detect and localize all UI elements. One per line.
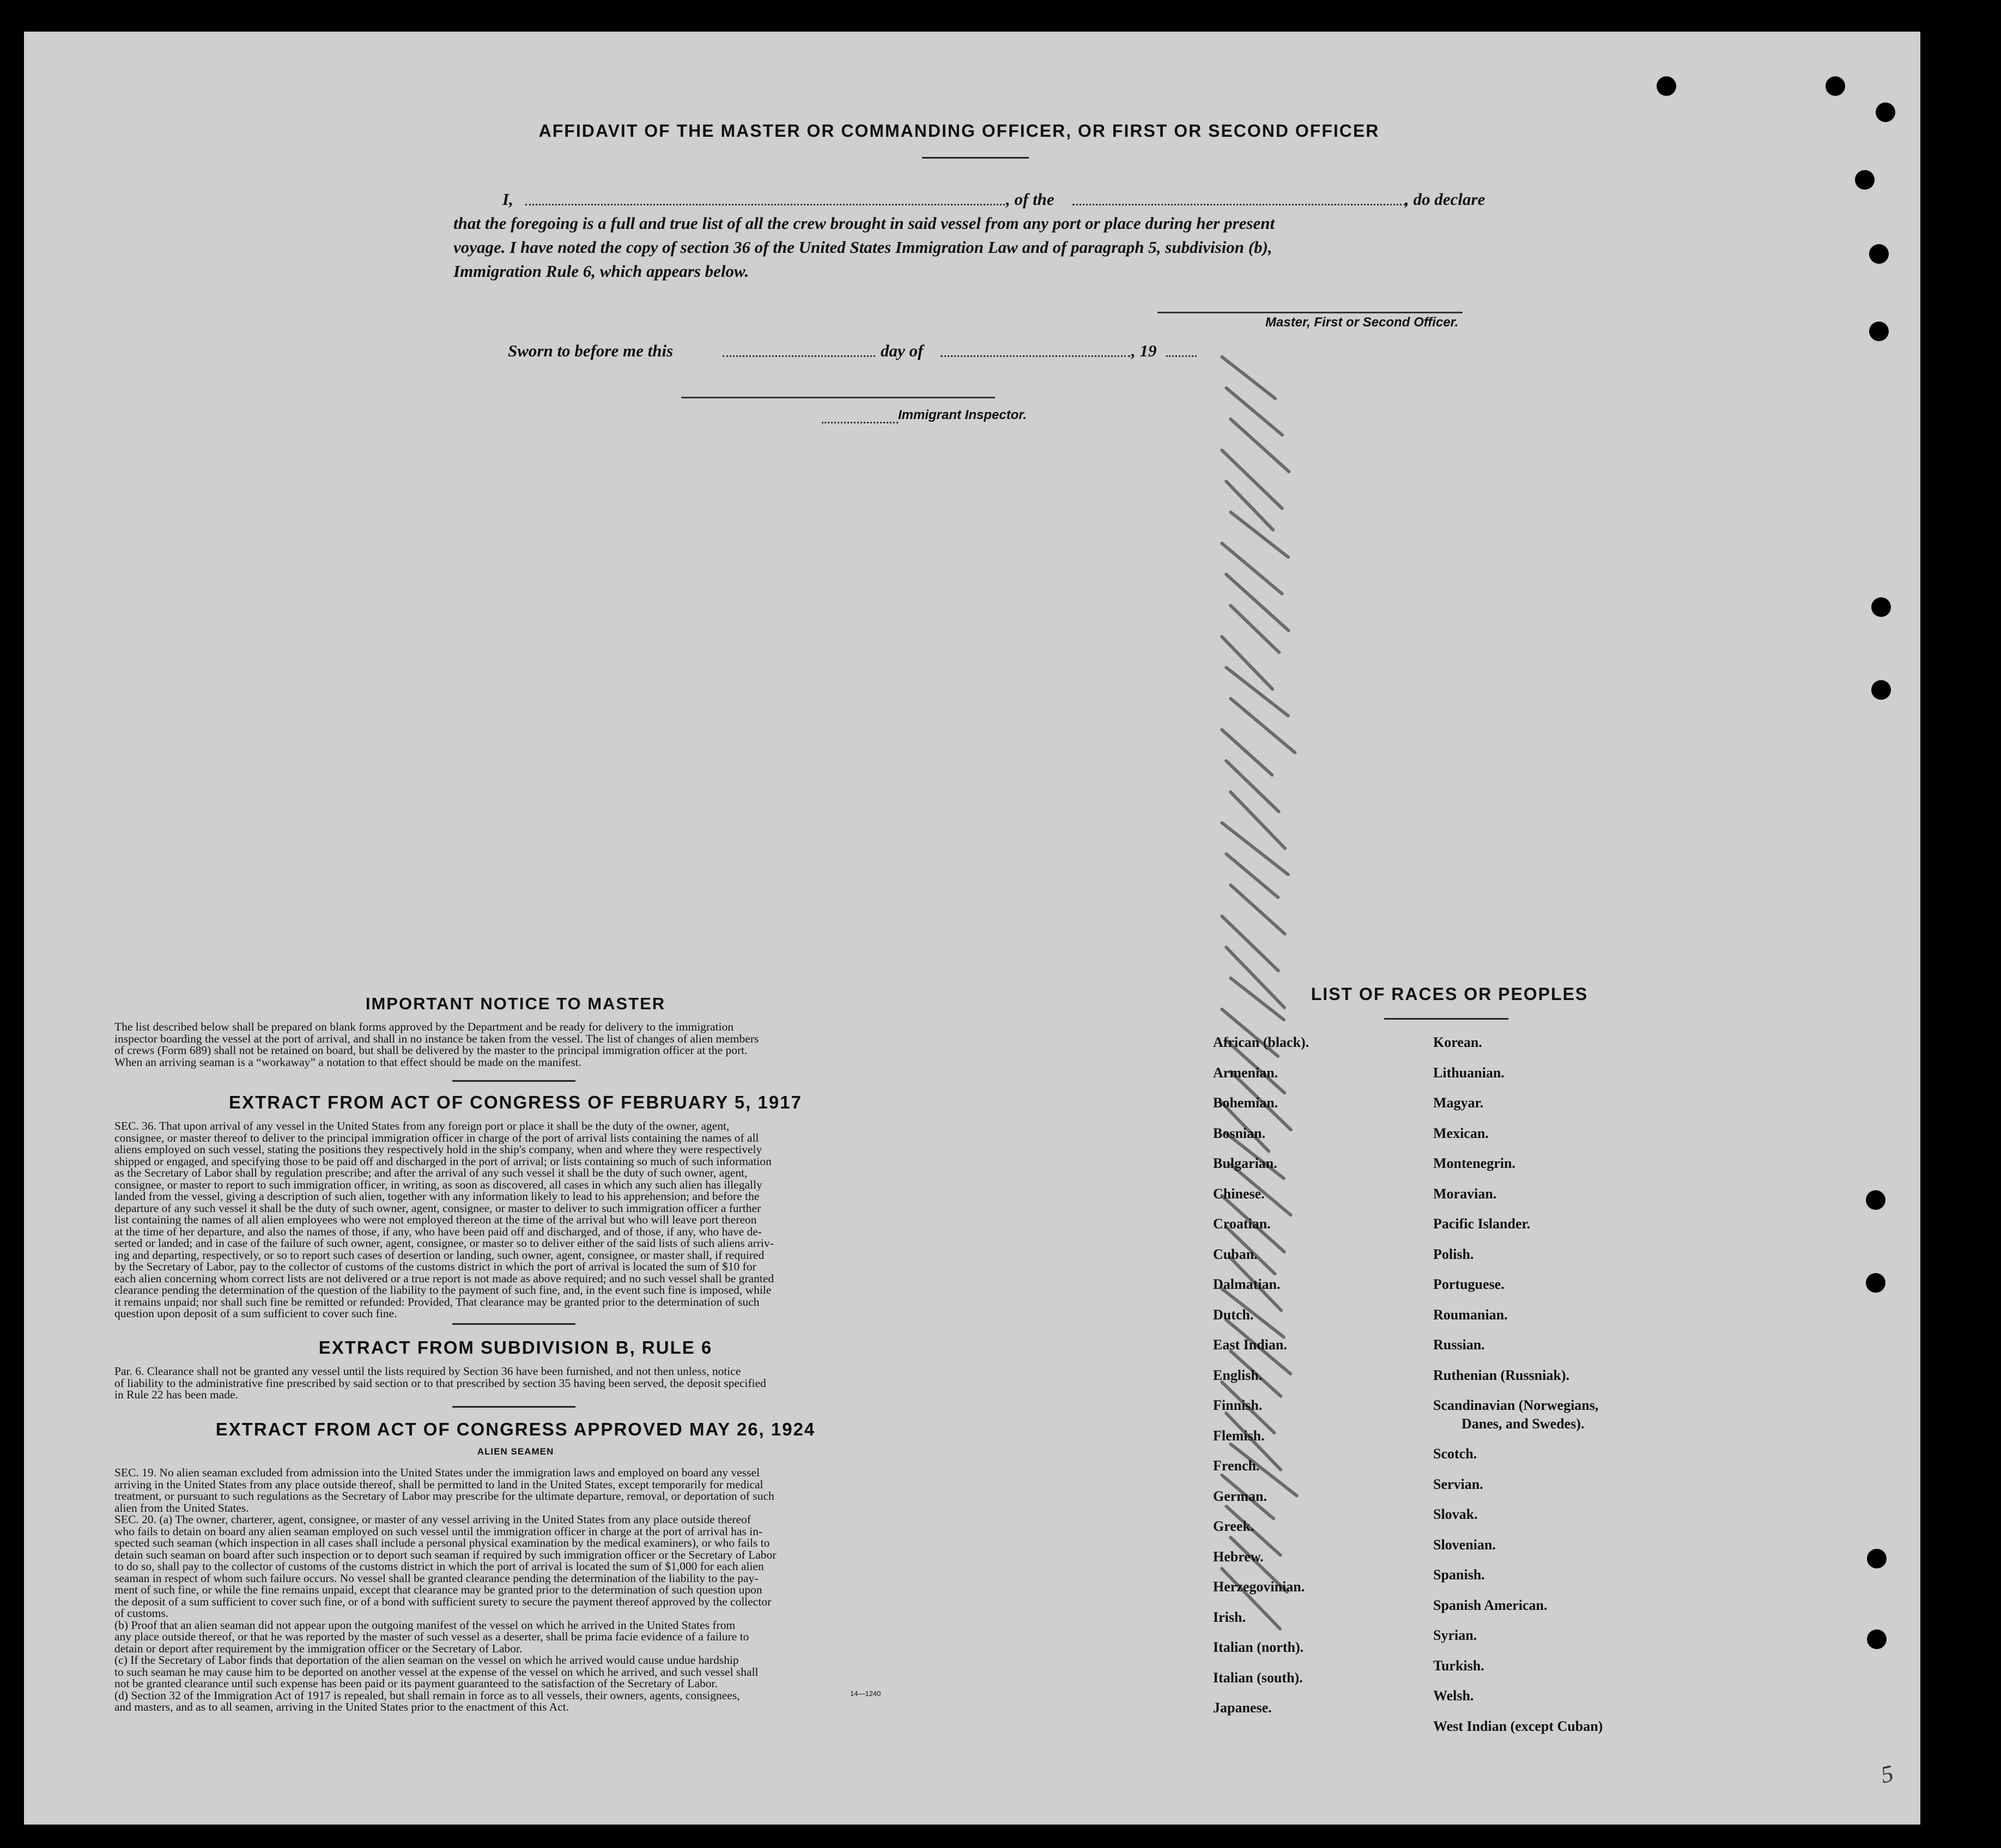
punch-hole (1869, 244, 1889, 264)
race-item: Irish. (1213, 1609, 1246, 1625)
notice-text (114, 1021, 920, 1068)
sworn-month-field[interactable] (941, 355, 1130, 357)
extract-1924-line: and masters, and as to all seamen, arriving in the United States prior to the enactment of this Act. (114, 1701, 569, 1713)
race-item: English. (1213, 1367, 1263, 1383)
affidavit-line-4: Immigration Rule 6, which appears below. (453, 262, 749, 281)
punch-hole (1867, 1549, 1887, 1568)
extract-1917-line: serted or landed; and in case of the failure of such owner, agent, consignee, or master so to deliver either of the said lists of such aliens arriv- (114, 1238, 774, 1250)
race-item: African (black). (1213, 1034, 1309, 1050)
extract-rule6-title: EXTRACT FROM SUBDIVISION B, RULE 6 (318, 1337, 713, 1358)
race-item: Pacific Islander. (1433, 1216, 1531, 1232)
race-item: Finnish. (1213, 1397, 1263, 1413)
race-item: West Indian (except Cuban) (1433, 1718, 1603, 1734)
race-item: Herzegovinian. (1213, 1579, 1305, 1595)
race-item: Slovak. (1433, 1506, 1478, 1522)
extract-1917-line: consignee, or master to report to such immigration officer, in writing, as soon as discovered, all cases in which any such alien has illegally (114, 1179, 762, 1191)
punch-hole (1871, 680, 1891, 700)
section-divider (452, 1406, 575, 1408)
race-item: Italian (south). (1213, 1669, 1303, 1686)
alien-seamen-subtitle: ALIEN SEAMEN (477, 1446, 554, 1457)
race-item: Servian. (1433, 1476, 1483, 1492)
race-item: Welsh. (1433, 1688, 1474, 1704)
extract-1924-line: detain such seaman on board after such inspection or to deport such seaman if required by such immigration officer or the Secretary of Labor (114, 1549, 777, 1561)
race-item: Japanese. (1213, 1700, 1272, 1716)
extract-rule6-line: in Rule 22 has been made. (114, 1389, 238, 1401)
extract-1924-line: not be granted clearance until such expense has been paid or its payment guaranteed to the satisfaction of the Secretary of Labor. (114, 1678, 718, 1690)
extract-rule6-line: Par. 6. Clearance shall not be granted any vessel until the lists required by Section 36 have been furnished, and not then unless, notice (114, 1366, 741, 1378)
extract-1917-line: by the Secretary of Labor, pay to the collector of customs of the customs district in which the port of arrival is located the sum of $10 for (114, 1261, 756, 1273)
declare-label: , do declare (1405, 190, 1485, 209)
race-item: Dalmatian. (1213, 1276, 1281, 1292)
race-item: Chinese. (1213, 1185, 1265, 1202)
extract-1924-line: of customs. (114, 1608, 169, 1620)
race-item: Danes, and Swedes). (1462, 1415, 1585, 1432)
affidavit-title: AFFIDAVIT OF THE MASTER OR COMMANDING OFFICER, OR FIRST OR SECOND OFFICER (538, 121, 1380, 141)
extract-1924-text (114, 1467, 920, 1713)
notice-line: The list described below shall be prepared on blank forms approved by the Department and be ready for delivery to the immigration (114, 1020, 734, 1033)
extract-1917-line: list containing the names of all alien employees who were not employed thereon at the time of the arrival but who will leave port thereon (114, 1214, 757, 1226)
race-item: Ruthenian (Russniak). (1433, 1367, 1569, 1383)
notice-title: IMPORTANT NOTICE TO MASTER (365, 994, 666, 1013)
extract-1924-line: (c) If the Secretary of Labor finds that deportation of the alien seaman on the vessel on which he arrived would cause undue hardship (114, 1655, 739, 1667)
extract-1917-line: SEC. 36. That upon arrival of any vessel in the United States from any foreign port or place it shall be the duty of the owner, agent, (114, 1120, 730, 1132)
punch-hole (1867, 1629, 1887, 1649)
vessel-label: , of the (1006, 190, 1054, 209)
extract-1917-line: landed from the vessel, giving a description of such alien, together with any information likely to lead to his apprehension; and before the (114, 1191, 760, 1203)
punch-hole (1876, 102, 1895, 122)
day-of-label: day of (881, 341, 924, 360)
race-item: Bohemian. (1213, 1095, 1278, 1111)
punch-hole (1826, 76, 1845, 96)
extract-1917-line: shipped or engaged, and specifying those to be paid off and discharged in the port of arrival; or lists containing so much of such information (114, 1155, 772, 1167)
extract-1924-line: any place outside thereof, or that he was reported by the master of such vessel as a deserter, shall be prima facie evidence of a failure to (114, 1631, 749, 1643)
extract-rule6-text (114, 1366, 920, 1401)
affidavit-line-3: voyage. I have noted the copy of section 36 of the United States Immigration Law and of paragraph 5, subdivision (b), (453, 238, 1272, 257)
master-signature-line[interactable] (1157, 312, 1463, 313)
punch-hole (1855, 170, 1875, 190)
notice-line: When an arriving seaman is a “workaway” a notation to that effect should be made on the manifest. (114, 1055, 581, 1069)
extract-1924-line: who fails to detain on board any alien seaman employed on such vessel until the immigration officer in charge at the port of arrival has in- (114, 1525, 763, 1537)
extract-1924-line: arriving in the United States from any place outside thereof, shall be permitted to land in the United States, except temporarily for medical (114, 1479, 763, 1490)
extract-1917-line: each alien concerning whom correct lists are not delivered or a true report is not made as above required; and no such vessel shall be granted (114, 1273, 774, 1284)
race-item: French. (1213, 1458, 1260, 1474)
races-title: LIST OF RACES OR PEOPLES (1311, 984, 1588, 1004)
race-item: Portuguese. (1433, 1276, 1505, 1292)
extract-1917-line: aliens employed on such vessel, stating the positions they respectively hold in the ship's company, when and where they were respectively (114, 1144, 762, 1156)
section-divider (452, 1323, 575, 1325)
race-item: Korean. (1433, 1034, 1482, 1050)
extract-1917-line: clearance pending the determination of the question of the liability to the payment of such fine, and, in the event such fine is imposed, while (114, 1284, 772, 1296)
race-item: Spanish American. (1433, 1597, 1548, 1613)
punch-hole (1871, 597, 1891, 617)
inspector-signature-line[interactable] (681, 397, 995, 398)
extract-1917-line: consignee, or master thereof to deliver to the principal immigration officer in charge of the port of arrival lists containing the names of all (114, 1132, 759, 1144)
sworn-year-field[interactable] (1166, 355, 1197, 357)
year-label: , 19 (1131, 341, 1157, 360)
extract-1917-title: EXTRACT FROM ACT OF CONGRESS OF FEBRUARY 5, 1917 (229, 1092, 802, 1112)
race-item: German. (1213, 1488, 1267, 1504)
extract-1917-line: question upon deposit of a sum sufficient to cover such fine. (114, 1308, 397, 1320)
extract-1924-line: (b) Proof that an alien seaman did not appear upon the outgoing manifest of the vessel on which he arrived in the United States from (114, 1619, 736, 1631)
extract-1917-text (114, 1120, 920, 1320)
extract-1917-line: as the Secretary of Labor shall by regulation prescribe; and after the arrival of any such vessel it shall be the duty of such owner, agent, (114, 1167, 748, 1179)
extract-1924-line: to such seaman he may cause him to be deported on another vessel at the expense of the vessel on which he arrived, and such vessel shall (114, 1666, 759, 1678)
race-item: Syrian. (1433, 1627, 1477, 1643)
race-item: Polish. (1433, 1246, 1474, 1262)
page-mark: 5 (1878, 1760, 1896, 1789)
extract-rule6-line: of liability to the administrative fine prescribed by said section or to that prescribed by section 35 having been served, the deposit specified (114, 1377, 766, 1389)
race-item: Mexican. (1433, 1125, 1489, 1141)
declarant-label: I, (502, 190, 513, 209)
extract-1924-line: to do so, shall pay to the collector of customs of the customs district in which the port of arrival is located the sum of $1,000 for each alien (114, 1561, 764, 1573)
race-item: East Indian. (1213, 1337, 1287, 1353)
race-item: Greek. (1213, 1518, 1254, 1534)
extract-1924-line: spected such seaman (which inspection in all cases shall include a personal physical examination by the medical examiners), or who fails to (114, 1537, 770, 1549)
race-item: Russian. (1433, 1337, 1485, 1353)
notice-line: of crews (Form 689) shall not be retained on board, but shall be delivered by the master to the principal immigration officer at the port. (114, 1044, 748, 1057)
race-item: Bulgarian. (1213, 1155, 1277, 1171)
race-item: Lithuanian. (1433, 1064, 1505, 1081)
race-item: Italian (north). (1213, 1639, 1304, 1655)
race-item: Magyar. (1433, 1095, 1484, 1111)
race-item: Croatian. (1213, 1216, 1271, 1232)
declarant-name-field[interactable] (525, 204, 1005, 205)
extract-1924-line: the deposit of a sum sufficient to cover such fine, or of a bond with sufficient surety to secure the payment thereof approved by the collector (114, 1596, 772, 1608)
notice-line: inspector boarding the vessel at the port of arrival, and shall in no instance be taken from the vessel. The list of changes of alien members (114, 1032, 759, 1045)
race-item: Hebrew. (1213, 1548, 1264, 1565)
master-signature-label: Master, First or Second Officer. (1265, 315, 1459, 330)
punch-hole (1657, 76, 1676, 96)
race-item: Flemish. (1213, 1427, 1265, 1444)
extract-1924-line: (d) Section 32 of the Immigration Act of 1917 is repealed, but shall remain in force as to all vessels, their owners, agents, consignees, (114, 1689, 740, 1701)
extract-1924-line: treatment, or pursuant to such regulations as the Secretary of Labor may prescribe for the ultimate departure, removal, or deportation of such (114, 1490, 774, 1502)
extract-1917-line: it remains unpaid; nor shall such fine be remitted or refunded: Provided, That clearance may be granted prior to the determination of such (114, 1296, 760, 1308)
race-item: Cuban. (1213, 1246, 1258, 1262)
extract-1924-line: detain or deport after requirement by the immigration officer or the Secretary of Labor. (114, 1643, 523, 1655)
extract-1924-line: SEC. 20. (a) The owner, charterer, agent, consignee, or master of any vessel arriving in the United States from any place outside thereof (114, 1514, 751, 1526)
sworn-label: Sworn to before me this (508, 341, 674, 360)
race-item: Scandinavian (Norwegians, (1433, 1397, 1599, 1413)
race-item: Scotch. (1433, 1446, 1477, 1462)
affidavit-line-2: that the foregoing is a full and true list of all the crew brought in said vessel from any port or place during her present (453, 214, 1275, 233)
races-title-underline (1384, 1018, 1508, 1020)
extract-1924-line: ment of such fine, or while the fine remains unpaid, except that clearance may be granted prior to the determination of such question upon (114, 1584, 762, 1596)
inspector-dots (822, 422, 898, 423)
punch-hole (1866, 1190, 1885, 1210)
extract-1917-line: ing and departing, respectively, or so to report such cases of desertion or landing, such owner, agent, consignee, or master shall, if required (114, 1249, 765, 1261)
vessel-name-field[interactable] (1072, 204, 1406, 205)
form-number: 14—1240 (850, 1689, 881, 1698)
extract-1917-line: departure of any such vessel it shall be the duty of such owner, agent, consignee, or master to deliver to such immigration officer a further (114, 1202, 761, 1214)
sworn-day-field[interactable] (723, 355, 875, 357)
extract-1924-title: EXTRACT FROM ACT OF CONGRESS APPROVED MAY 26, 1924 (215, 1419, 816, 1439)
extract-1924-line: SEC. 19. No alien seaman excluded from admission into the United States under the immigration laws and employed on board any vessel (114, 1467, 760, 1479)
race-item: Slovenian. (1433, 1536, 1496, 1553)
title-underline (922, 157, 1029, 159)
race-item: Bosnian. (1213, 1125, 1266, 1141)
extract-1924-line: alien from the United States. (114, 1502, 249, 1514)
race-item: Moravian. (1433, 1185, 1497, 1202)
inspector-signature-label: Immigrant Inspector. (898, 408, 1027, 422)
race-item: Dutch. (1213, 1306, 1254, 1323)
extract-1917-line: at the time of her departure, and also the names of those, if any, who have been paid off and discharged, and of those, if any, who have de- (114, 1226, 762, 1238)
extract-1924-line: seaman in respect of whom such failure occurs. No vessel shall be granted clearance pending the determination of the liability to the pay- (114, 1572, 759, 1584)
race-item: Armenian. (1213, 1064, 1278, 1081)
race-item: Montenegrin. (1433, 1155, 1515, 1171)
race-item: Turkish. (1433, 1657, 1484, 1674)
punch-hole (1866, 1273, 1885, 1293)
section-divider (452, 1080, 575, 1082)
punch-hole (1869, 322, 1889, 341)
race-item: Roumanian. (1433, 1306, 1508, 1323)
race-item: Spanish. (1433, 1567, 1485, 1583)
